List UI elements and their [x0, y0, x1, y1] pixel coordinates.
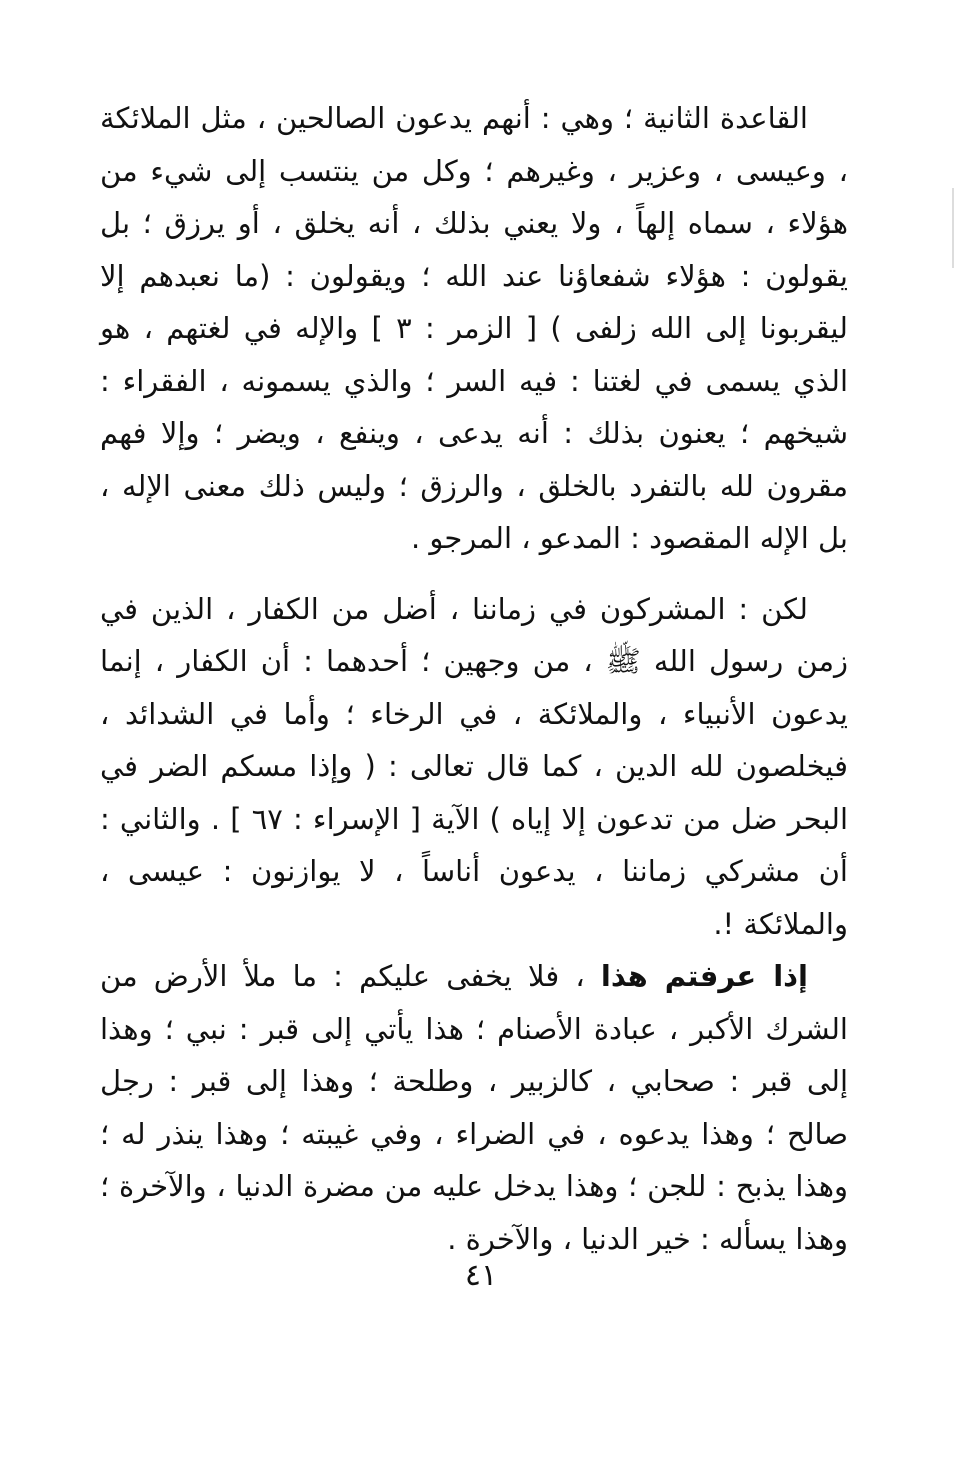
paragraph-polytheists-comparison — [100, 583, 848, 951]
document-page — [100, 92, 848, 1265]
paragraph-if-you-know-this — [100, 950, 848, 1265]
page-edge-mark — [952, 188, 954, 268]
paragraph-lead-bold: إذا عرفتم هذا — [600, 959, 808, 993]
paragraph-second-rule — [100, 92, 848, 565]
paragraph-text: ، فلا يخفى عليكم : ما ملأ الأرض من الشرك الأكبر ، عبادة الأصنام ؛ هذا يأتي إلى قبر : نبي ؛ وهذا إلى قبر : صحابي ، كالزبير ، وطلحة ؛ وهذا إلى قبر : رجل صالح ؛ وهذا يدعوه ، في الضراء ، وفي غيبته ؛ وهذا ينذر له ؛ وهذا يذبح : للجن ؛ وهذا يدخل عليه من مضرة الدنيا ، والآخرة ؛ وهذا يسأله : خير الدنيا ، والآخرة . — [100, 959, 848, 1256]
page-number: ٤١ — [464, 1258, 498, 1293]
paragraph-text: القاعدة الثانية ؛ وهي : أنهم يدعون الصالحين ، مثل الملائكة ، وعيسى ، وعزير ، وغيرهم ؛ وكل من ينتسب إلى شيء من هؤلاء ، سماه إلهاً ، ولا يعني بذلك ، أنه يخلق ، أو يرزق ؛ بل يقولون : هؤلاء شفعاؤنا عند الله ؛ ويقولون : (ما نعبدهم إلا ليقربونا إلى الله زلفى ) [ الزمر : ٣ ] والإله في لغتهم ، هو الذي يسمى في لغتنا : فيه السر ؛ والذي يسمونه ، الفقراء : شيخهم ؛ يعنون بذلك : أنه يدعى ، وينفع ، ويضر ؛ وإلا فهم مقرون لله بالتفرد بالخلق ، والرزق ؛ وليس ذلك معنى الإله ، بل الإله المقصود : المدعو ، المرجو . — [100, 101, 848, 555]
paragraph-text: لكن : المشركون في زماننا ، أضل من الكفار ، الذين في زمن رسول الله ﷺ ، من وجهين ؛ أحدهما : أن الكفار ، إنما يدعون الأنبياء ، والملائكة ، في الرخاء ؛ وأما في الشدائد ، فيخلصون لله الدين ، كما قال تعالى : ( وإذا مسكم الضر في البحر ضل من تدعون إلا إياه ) الآية [ الإسراء : ٦٧ ] . والثاني : أن مشركي زماننا ، يدعون أناساً ، لا يوازنون : عيسى ، والملائكة !. — [100, 591, 849, 941]
